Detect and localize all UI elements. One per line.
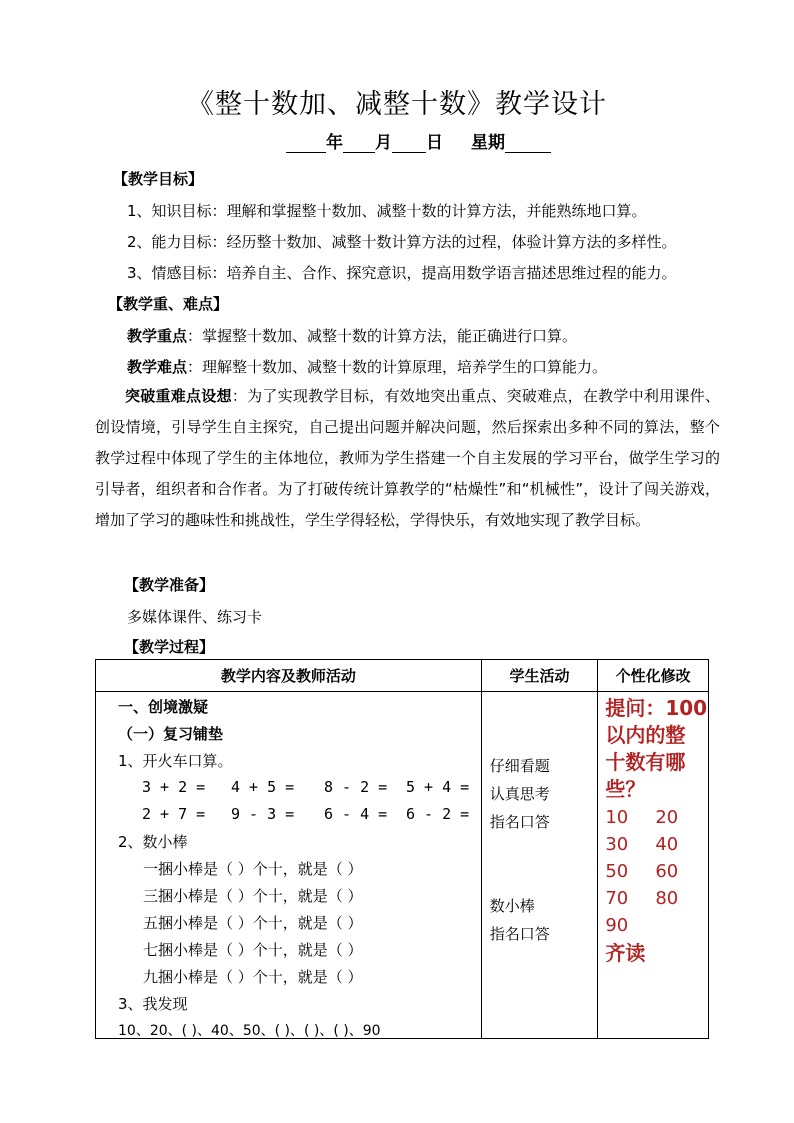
month-blank	[343, 134, 375, 153]
stick-question: 三捆小棒是（ ）个十，就是（ ）	[143, 887, 363, 905]
breakthrough-label: 突破重难点设想	[125, 387, 232, 405]
student-activity: 认真思考	[489, 785, 550, 803]
tens-number: 80	[655, 888, 679, 909]
month-label: 月	[375, 133, 392, 153]
subsection-heading: （一）复习铺垫	[118, 725, 224, 743]
difficulty-text: ：理解整十数加、减整十数的计算原理，培养学生的口算能力。	[187, 358, 608, 376]
column-header: 个性化修改	[598, 660, 709, 692]
focus-text: ：掌握整十数加、减整十数的计算方法，能正确进行口算。	[187, 327, 578, 345]
number-sequence: 10、20、( )、40、50、( )、( )、( )、90	[118, 1023, 381, 1039]
day-label: 日	[426, 133, 443, 153]
goal-item: 3、情感目标：培养自主、合作、探究意识，提高用数学语言描述思维过程的能力。	[127, 264, 677, 282]
section-heading: 一、创境激疑	[118, 698, 209, 716]
column-header: 学生活动	[481, 660, 598, 692]
student-activity: 仔细看题	[489, 757, 550, 775]
goals-heading: 【教学目标】	[113, 170, 204, 188]
difficulty-label: 教学难点	[127, 358, 188, 376]
equation: 9 - 3 =	[231, 805, 295, 823]
student-activity: 指名口答	[489, 925, 550, 943]
tens-number: 30	[605, 834, 629, 855]
goal-item: 1、知识目标：理解和掌握整十数加、减整十数的计算方法，并能熟练地口算。	[127, 202, 647, 220]
year-blank	[286, 134, 326, 153]
student-activity: 指名口答	[489, 813, 550, 831]
focus-label: 教学重点	[127, 327, 188, 345]
tens-number: 70	[605, 888, 629, 909]
teacher-activity-cell	[96, 692, 482, 1039]
personal-notes-cell	[598, 692, 709, 1039]
item-heading: 1、开火车口算。	[118, 752, 233, 770]
tens-number: 90	[605, 915, 629, 936]
year-label: 年	[326, 133, 343, 153]
student-activity-cell	[481, 692, 598, 1039]
equation: 6 - 2 =	[406, 805, 470, 823]
question-line: 提问：100	[605, 696, 708, 720]
equation: 5 + 4 =	[406, 778, 470, 796]
item-heading: 3、我发现	[118, 995, 188, 1013]
question-line: 些？	[605, 777, 646, 801]
item-heading: 2、数小棒	[118, 833, 188, 851]
date-line	[286, 128, 551, 153]
day-blank	[392, 134, 426, 153]
breakthrough-text: ：为了实现教学目标，有效地突出重点、突破难点，在教学中利用课件、创设情境，引导学生自主探究，自己提出问题并解决问题，然后探索出多种不同的算法，整个教学过程中体现了学生的主体地位，教师为学生搭建一个自主发展的学习平台，做学生学习的引导者，组织者和合作者。为了打破传统计算教学的“枯燥性”和“机械性”，设计了闯关游戏，增加了学习的趣味性和挑战性，学生学得轻松，学得快乐，有效地实现了教学目标。	[95, 387, 720, 529]
table-row	[96, 692, 709, 1039]
equation: 6 - 4 =	[324, 805, 388, 823]
preparation-heading: 【教学准备】	[124, 576, 215, 594]
equation: 2 + 7 =	[142, 805, 206, 823]
stick-question: 五捆小棒是（ ）个十，就是（ ）	[143, 914, 363, 932]
table-header-row	[96, 660, 709, 692]
keypoints-heading: 【教学重、难点】	[108, 295, 229, 313]
preparation-text: 多媒体课件、练习卡	[127, 608, 263, 626]
process-table	[95, 659, 709, 1039]
tens-number: 10	[605, 807, 629, 828]
equation: 8 - 2 =	[324, 778, 388, 796]
student-activity: 数小棒	[489, 897, 535, 915]
process-heading: 【教学过程】	[124, 638, 215, 656]
column-header: 教学内容及教师活动	[96, 660, 482, 692]
tens-number: 50	[605, 861, 629, 882]
page-title: 《整十数加、减整十数》教学设计	[187, 89, 607, 120]
question-line: 以内的整	[605, 723, 686, 747]
stick-question: 七捆小棒是（ ）个十，就是（ ）	[143, 941, 363, 959]
weekday-blank	[505, 134, 551, 153]
goal-item: 2、能力目标：经历整十数加、减整十数计算方法的过程，体验计算方法的多样性。	[127, 233, 677, 251]
question-line: 十数有哪	[605, 750, 686, 774]
read-together: 齐读	[605, 941, 646, 965]
tens-number: 40	[655, 834, 679, 855]
breakthrough-paragraph	[95, 381, 720, 536]
stick-question: 一捆小棒是（ ）个十，就是（ ）	[143, 860, 363, 878]
focus-line	[127, 325, 577, 346]
difficulty-line	[127, 356, 607, 377]
stick-question: 九捆小棒是（ ）个十，就是（ ）	[143, 968, 363, 986]
equation: 4 + 5 =	[231, 778, 295, 796]
weekday-label: 星期	[471, 133, 505, 153]
tens-number: 20	[655, 807, 679, 828]
tens-number: 60	[655, 861, 679, 882]
equation: 3 + 2 =	[142, 778, 206, 796]
